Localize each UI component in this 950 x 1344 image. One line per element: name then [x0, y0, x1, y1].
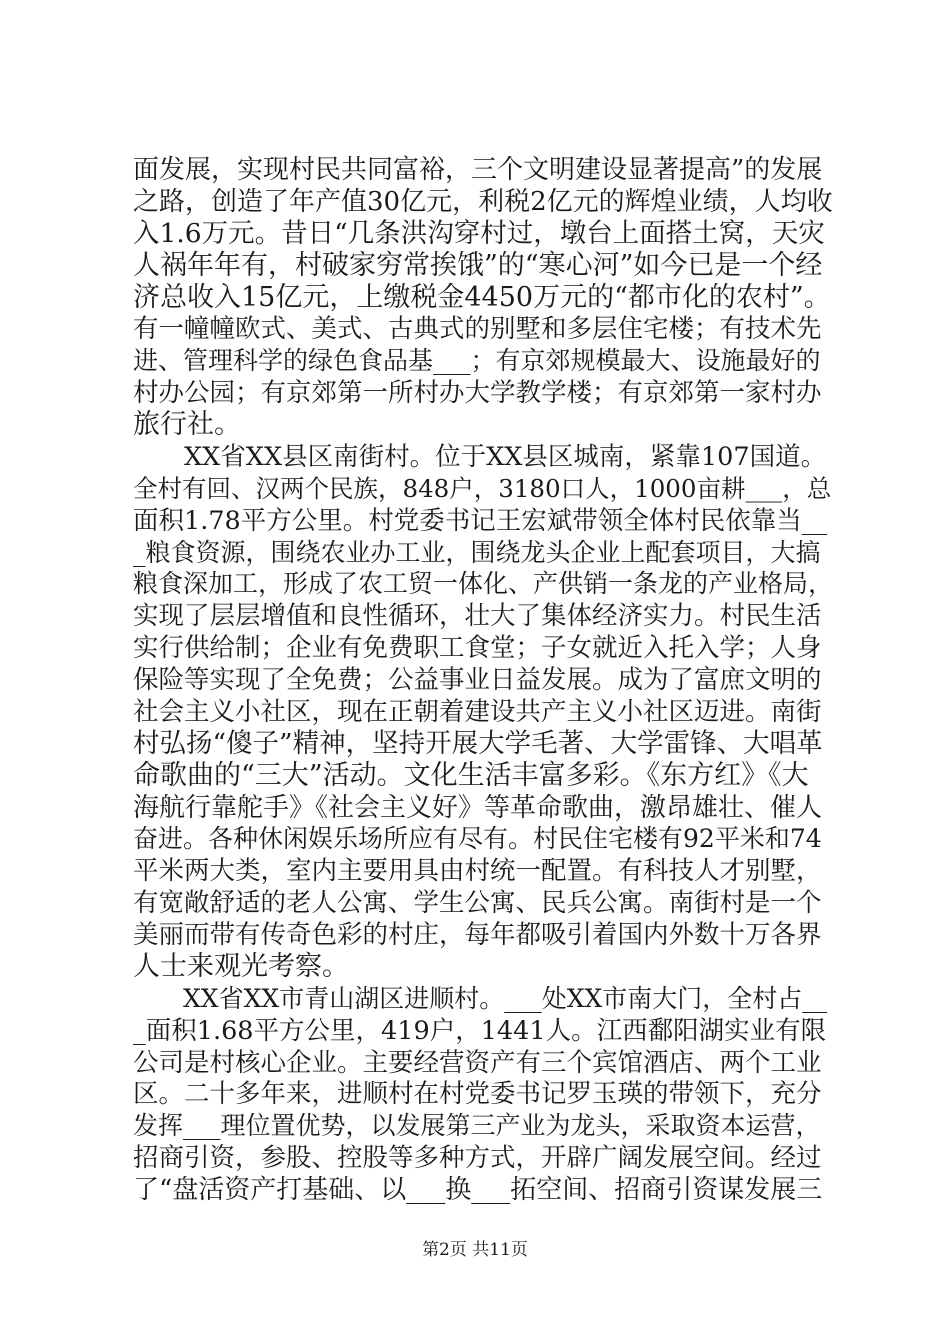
text-line: 社会主义小社区，现在正朝着建设共产主义小社区迈进。南街 — [133, 697, 822, 727]
text-line: 区。二十多年来，进顺村在村党委书记罗玉瑛的带领下，充分 — [133, 1079, 822, 1109]
text-line: 美丽而带有传奇色彩的村庄，每年都吸引着国内外数十万各界 — [133, 920, 822, 950]
text-line: 村办公园；有京郊第一所村办大学教学楼；有京郊第一家村办 — [133, 378, 822, 408]
page-number-footer: 第2页 共11页 — [422, 1240, 528, 1260]
text-line: 奋进。各种休闲娱乐场所应有尽有。村民住宅楼有92平米和74 — [133, 824, 822, 853]
text-line: 人士来观光考察。 — [133, 951, 349, 982]
text-line: 入1.6万元。昔日“几条洪沟穿村过，墩台上面搭土窝，天灾 — [133, 218, 825, 249]
text-line: 招商引资，参股、控股等多种方式，开辟广阔发展空间。经过 — [133, 1143, 822, 1173]
text-line: 平米两大类，室内主要用具由村统一配置。有科技人才别墅， — [133, 856, 822, 886]
text-line: XX省XX市青山湖区进顺村。___处XX市南大门，全村占__ — [133, 984, 828, 1013]
text-line: 人祸年年有，村破家穷常挨饿”的“寒心河”如今已是一个经 — [133, 250, 823, 281]
text-line: 济总收入15亿元，上缴税金4450万元的“都市化的农村”。 — [133, 282, 831, 313]
text-line: 有宽敞舒适的老人公寓、学生公寓、民兵公寓。南街村是一个 — [133, 888, 822, 918]
text-line: 了“盘活资产打基础、以___换___拓空间、招商引资谋发展三 — [133, 1175, 823, 1205]
text-line: _面积1.68平方公里，419户，1441人。江西鄱阳湖实业有限 — [133, 1016, 827, 1046]
text-line: 全村有回、汉两个民族，848户，3180口人，1000亩耕___，总 — [133, 474, 832, 503]
text-line: 粮食深加工，形成了农工贸一体化、产供销一条龙的产业格局， — [133, 569, 833, 598]
text-line: 面积1.78平方公里。村党委书记王宏斌带领全体村民依靠当__ — [133, 506, 828, 536]
text-line: 旅行社。 — [133, 409, 241, 440]
text-line: 实行供给制；企业有免费职工食堂；子女就近入托入学；人身 — [133, 633, 822, 663]
text-line: 公司是村核心企业。主要经营资产有三个宾馆酒店、两个工业 — [133, 1048, 822, 1078]
text-line: 之路，创造了年产值30亿元，利税2亿元的辉煌业绩，人均收 — [133, 187, 833, 217]
text-line: 发挥___理位置优势，以发展第三产业为龙头，采取资本运营， — [133, 1111, 821, 1140]
text-line: 海航行靠舵手》《社会主义好》等革命歌曲，激昂雄壮、催人 — [133, 793, 823, 823]
text-line: 进、管理科学的绿色食品基___；有京郊规模最大、设施最好的 — [133, 346, 821, 375]
text-line: 面发展，实现村民共同富裕，三个文明建设显著提高”的发展 — [133, 155, 823, 185]
text-line: 实现了层层增值和良性循环，壮大了集体经济实力。村民生活 — [133, 601, 822, 631]
text-line: XX省XX县区南街村。位于XX县区城南，紧靠107国道。 — [133, 442, 827, 472]
text-line: 保险等实现了全免费；公益事业日益发展。成为了富庶文明的 — [133, 665, 822, 695]
text-line: _粮食资源，围绕农业办工业，围绕龙头企业上配套项目，大搞 — [133, 538, 821, 567]
text-line: 命歌曲的“三大”活动。文化生活丰富多彩。《东方红》《大 — [133, 760, 809, 791]
text-line: 村弘扬“傻子”精神，坚持开展大学毛著、大学雷锋、大唱革 — [133, 728, 823, 759]
text-line: 有一幢幢欧式、美式、古典式的别墅和多层住宅楼；有技术先 — [133, 314, 822, 344]
